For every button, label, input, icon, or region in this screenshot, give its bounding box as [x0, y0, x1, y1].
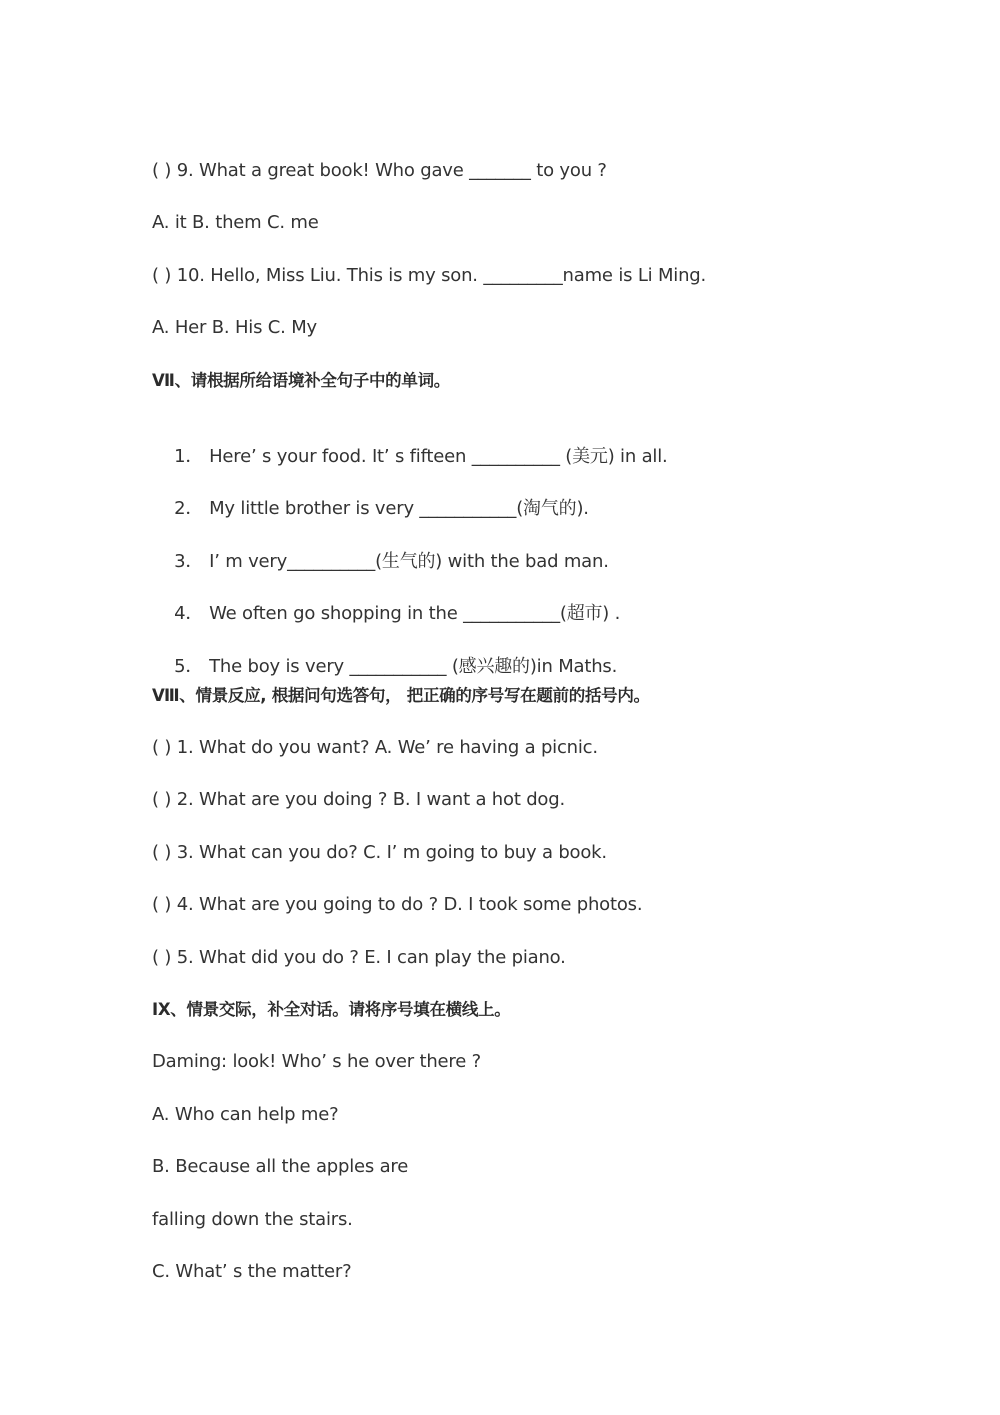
section-8-item-5: ( ) 5. What did you do ? E. I can play the piano.	[152, 947, 566, 968]
item-text: The boy is very ___________ (感兴趣的)in Maths.	[209, 656, 618, 677]
question-9-options: A. it B. them C. me	[152, 212, 319, 233]
option-b: B. Because all the apples are	[152, 1156, 409, 1177]
item-text: I’ m very__________(生气的) with the bad man.	[209, 551, 609, 572]
item-text: My little brother is very ___________(淘气的).	[209, 498, 589, 519]
item-number: 3．	[174, 551, 204, 572]
section-8-item-1: ( ) 1. What do you want? A. We’ re having a picnic.	[152, 737, 598, 758]
option-a: A. Who can help me?	[152, 1104, 339, 1125]
section-8-heading: Ⅷ、情景反应, 根据问句选答句， 把正确的序号写在题前的括号内。	[152, 686, 650, 705]
question-10-options: A. Her B. His C. My	[152, 317, 317, 338]
dialogue-line-daming: Daming: look! Who’ s he over there ?	[152, 1051, 481, 1072]
item-number: 4．	[174, 603, 204, 624]
option-c: C. What’ s the matter?	[152, 1261, 352, 1282]
section-8-item-3: ( ) 3. What can you do? C. I’ m going to buy a book.	[152, 842, 607, 863]
item-text: We often go shopping in the ___________(超市) .	[209, 603, 621, 624]
option-b-continued: falling down the stairs.	[152, 1209, 353, 1230]
item-text: Here’ s your food. It’ s fifteen __________ (美元) in all.	[209, 446, 668, 467]
section-9-heading: IX、情景交际，补全对话。请将序号填在横线上。	[152, 1000, 511, 1019]
item-number: 5．	[174, 656, 204, 677]
question-9: ( ) 9. What a great book! Who gave _______ to you ?	[152, 160, 607, 181]
question-10: ( ) 10. Hello, Miss Liu. This is my son. _________name is Li Ming.	[152, 265, 707, 286]
item-number: 2．	[174, 498, 204, 519]
section-8-item-2: ( ) 2. What are you doing ? B. I want a hot dog.	[152, 789, 565, 810]
section-8-item-4: ( ) 4. What are you going to do ? D. I took some photos.	[152, 894, 643, 915]
item-number: 1．	[174, 446, 204, 467]
section-7-heading: Ⅶ、请根据所给语境补全句子中的单词。	[152, 371, 450, 390]
